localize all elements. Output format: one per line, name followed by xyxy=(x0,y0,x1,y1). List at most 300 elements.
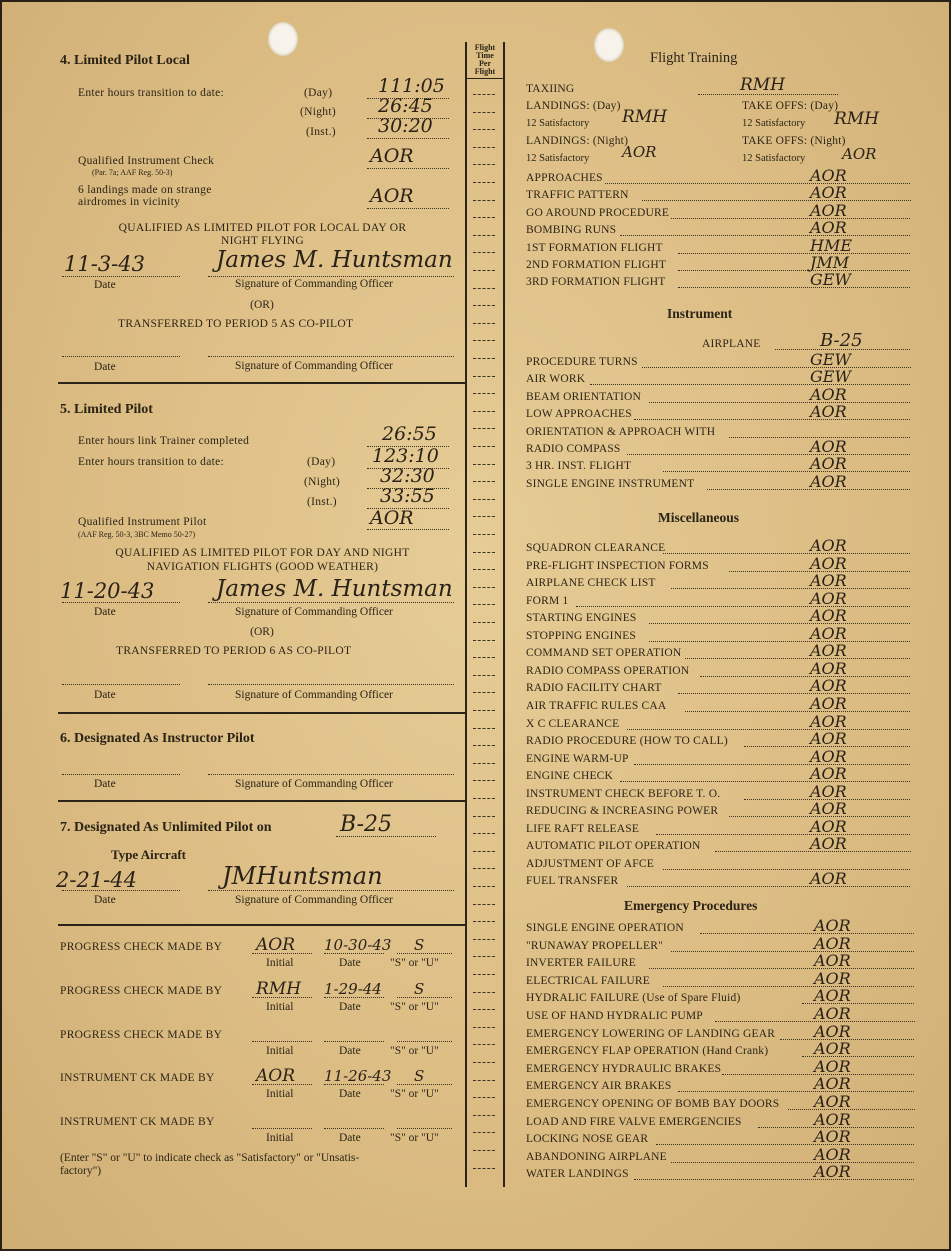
item-label: STOPPING ENGINES xyxy=(526,629,637,642)
s7-aircraft-value: B-25 xyxy=(340,812,393,837)
landings-night-label: LANDINGS: (Night) xyxy=(526,135,629,147)
s7-date-line xyxy=(62,890,180,891)
item-initials: AOR xyxy=(810,711,847,731)
flight-time-cell xyxy=(473,428,495,429)
footnote-2: factory") xyxy=(60,1165,102,1177)
flight-time-cell xyxy=(473,499,495,500)
s5-inst-value: 33:55 xyxy=(380,485,435,507)
flight-time-cell xyxy=(473,340,495,341)
item-label: "RUNAWAY PROPELLER" xyxy=(526,939,663,952)
item-line xyxy=(663,986,914,987)
item-line xyxy=(649,968,914,969)
check-su-line xyxy=(397,1041,452,1042)
item-label: RADIO FACILITY CHART xyxy=(526,682,662,695)
check-date-value: 11-26-43 xyxy=(324,1067,392,1085)
item-label: LOCKING NOSE GEAR xyxy=(526,1133,649,1146)
s5-qualified-1: QUALIFIED AS LIMITED PILOT FOR DAY AND NIGHT xyxy=(115,547,410,559)
s4-sig-line xyxy=(208,276,454,277)
item-label: AUTOMATIC PILOT OPERATION xyxy=(526,840,701,853)
check-col-date: Date xyxy=(339,1045,361,1057)
s5-sig2-line xyxy=(208,684,454,685)
item-initials: GEW xyxy=(810,367,851,387)
item-label: 3RD FORMATION FLIGHT xyxy=(526,276,666,289)
flight-time-cell xyxy=(473,94,495,95)
item-line xyxy=(671,588,910,589)
item-label: AIR TRAFFIC RULES CAA xyxy=(526,699,667,712)
takeoffs-night-label: TAKE OFFS: (Night) xyxy=(742,135,846,147)
item-line xyxy=(685,711,910,712)
flight-time-cell xyxy=(473,728,495,729)
item-label: ABANDONING AIRPLANE xyxy=(526,1150,667,1163)
flight-time-cell xyxy=(473,516,495,517)
check-initial-value: AOR xyxy=(256,935,296,955)
item-line xyxy=(649,641,910,642)
s6-date-line xyxy=(62,774,180,775)
flight-time-cell xyxy=(473,921,495,922)
check-label: INSTRUMENT CK MADE BY xyxy=(60,1072,215,1084)
item-label: USE OF HAND HYDRALIC PUMP xyxy=(526,1010,703,1022)
s5-transferred: TRANSFERRED TO PERIOD 6 AS CO-PILOT xyxy=(116,645,352,657)
check-su-line xyxy=(397,1084,452,1085)
flight-time-cell xyxy=(473,217,495,218)
item-initials: AOR xyxy=(810,471,847,491)
check-col-date: Date xyxy=(339,1088,361,1100)
middle-header-rule xyxy=(467,78,503,79)
item-initials: AOR xyxy=(814,1039,851,1059)
flight-time-cell xyxy=(473,112,495,113)
section-divider-5 xyxy=(58,382,467,384)
item-label: RADIO COMPASS OPERATION xyxy=(526,664,690,677)
item-initials: AOR xyxy=(810,834,847,854)
item-initials: AOR xyxy=(810,676,847,696)
section-7-title: 7. Designated As Unlimited Pilot on xyxy=(60,820,272,835)
item-line xyxy=(663,553,910,554)
flight-time-cell xyxy=(473,288,495,289)
flight-time-cell xyxy=(473,200,495,201)
check-su-line xyxy=(397,1128,452,1129)
flight-time-cell xyxy=(473,956,495,957)
check-col-su: "S" or "U" xyxy=(390,1045,439,1057)
check-su-line xyxy=(397,953,452,954)
check-date-value: 1-29-44 xyxy=(324,980,382,998)
flight-time-cell xyxy=(473,710,495,711)
item-initials: AOR xyxy=(814,986,851,1006)
check-label: PROGRESS CHECK MADE BY xyxy=(60,1029,223,1041)
flight-time-cell xyxy=(473,974,495,975)
check-su-line xyxy=(397,997,452,998)
flight-time-cell xyxy=(473,446,495,447)
s7-date-label: Date xyxy=(94,894,116,906)
item-label: AIR WORK xyxy=(526,373,586,386)
flight-time-cell xyxy=(473,464,495,465)
item-line xyxy=(627,454,910,455)
s4-day-value: 111:05 xyxy=(378,75,445,97)
s4-landings-2: airdromes in vicinity xyxy=(78,196,181,208)
flight-time-cell xyxy=(473,939,495,940)
item-initials: AOR xyxy=(810,218,847,238)
left-column-divider xyxy=(465,42,467,1187)
s7-signature: JMHuntsman xyxy=(222,862,383,890)
s4-qic-label: Qualified Instrument Check xyxy=(78,155,215,167)
s5-night-value: 32:30 xyxy=(380,465,435,487)
item-line xyxy=(642,200,911,201)
flight-time-cell xyxy=(473,1027,495,1028)
item-label: RADIO PROCEDURE (HOW TO CALL) xyxy=(526,735,728,748)
flight-time-cell xyxy=(473,745,495,746)
item-initials: AOR xyxy=(810,693,847,713)
item-line xyxy=(634,419,910,420)
item-initials: AOR xyxy=(814,933,851,953)
item-line xyxy=(678,253,910,254)
item-line xyxy=(663,869,910,870)
item-label: INSTRUMENT CHECK BEFORE T. O. xyxy=(526,787,721,800)
misc-title: Miscellaneous xyxy=(658,510,739,525)
s5-sig2-label: Signature of Commanding Officer xyxy=(235,689,393,701)
item-label: SINGLE ENGINE OPERATION xyxy=(526,922,684,934)
s4-qic-ref: (Par. 7a; AAF Reg. 50-3) xyxy=(92,168,173,177)
flight-time-cell xyxy=(473,816,495,817)
landings-day-value: RMH xyxy=(622,107,668,127)
item-label: SQUADRON CLEARANCE xyxy=(526,542,666,554)
section-4-title: 4. Limited Pilot Local xyxy=(60,53,190,68)
s5-link: Enter hours link Trainer completed xyxy=(78,435,250,447)
flight-time-cell xyxy=(473,1168,495,1169)
airplane-value: B-25 xyxy=(820,330,863,351)
item-line xyxy=(634,1179,914,1180)
s7-date-value: 2-21-44 xyxy=(56,868,137,892)
s5-qip-ref: (AAF Reg. 50-3, 3BC Memo 50-27) xyxy=(78,530,196,539)
footnote-1: (Enter "S" or "U" to indicate check as "Satisfactory" or "Unsatis- xyxy=(60,1152,360,1164)
flight-time-cell xyxy=(473,358,495,359)
s5-sig-label: Signature of Commanding Officer xyxy=(235,606,393,618)
s4-date2-line xyxy=(62,356,180,357)
item-line xyxy=(656,834,910,835)
check-initial-value: AOR xyxy=(256,1066,296,1086)
item-initials: JMM xyxy=(810,253,850,272)
flight-time-cell xyxy=(473,129,495,130)
check-col-initial: Initial xyxy=(266,1001,294,1013)
item-line xyxy=(671,218,910,219)
s4-signature: James M. Huntsman xyxy=(216,247,453,273)
section-6-title: 6. Designated As Instructor Pilot xyxy=(60,731,255,746)
landings-day-sat: 12 Satisfactory xyxy=(526,118,590,129)
check-initial-line xyxy=(252,1041,312,1042)
item-initials: AOR xyxy=(810,606,847,626)
s4-night-label: (Night) xyxy=(300,106,336,118)
item-label: EMERGENCY FLAP OPERATION (Hand Crank) xyxy=(526,1045,769,1058)
item-initials: AOR xyxy=(810,571,847,591)
item-label: APPROACHES xyxy=(526,172,603,184)
section-5-title: 5. Limited Pilot xyxy=(60,402,153,417)
item-initials: AOR xyxy=(810,402,847,422)
item-initials: AOR xyxy=(814,1127,851,1147)
item-label: RADIO COMPASS xyxy=(526,443,621,455)
item-initials: AOR xyxy=(814,1004,851,1023)
flight-time-cell xyxy=(473,1062,495,1063)
check-label: INSTRUMENT CK MADE BY xyxy=(60,1116,215,1128)
check-col-initial: Initial xyxy=(266,1045,294,1057)
s6-date-label: Date xyxy=(94,778,116,790)
item-label: SINGLE ENGINE INSTRUMENT xyxy=(526,477,695,490)
flight-time-cell xyxy=(473,886,495,887)
landings-day-label: LANDINGS: (Day) xyxy=(526,100,621,112)
flight-time-cell xyxy=(473,904,495,905)
item-initials: AOR xyxy=(810,384,847,404)
right-column-divider xyxy=(503,42,505,1187)
s5-date2-line xyxy=(62,684,180,685)
s5-qualified-2: NAVIGATION FLIGHTS (GOOD WEATHER) xyxy=(146,561,379,573)
flight-training-title: Flight Training xyxy=(650,50,738,66)
s5-date-value: 11-20-43 xyxy=(60,579,155,603)
flight-time-cell xyxy=(473,411,495,412)
item-initials: AOR xyxy=(810,869,847,889)
flight-time-cell xyxy=(473,763,495,764)
item-label: INVERTER FAILURE xyxy=(526,957,636,970)
s4-landings-line xyxy=(367,208,449,209)
s5-day-value: 123:10 xyxy=(372,445,439,467)
check-su-value: S xyxy=(414,1067,425,1085)
item-label: ENGINE WARM-UP xyxy=(526,752,629,765)
item-line xyxy=(678,693,910,694)
s4-date-value: 11-3-43 xyxy=(64,252,145,276)
item-label: EMERGENCY LOWERING OF LANDING GEAR xyxy=(526,1027,776,1040)
s5-link-value: 26:55 xyxy=(382,423,437,445)
check-date-line xyxy=(324,1128,384,1129)
flight-time-cell xyxy=(473,393,495,394)
item-line xyxy=(649,623,910,624)
item-label: EMERGENCY OPENING OF BOMB BAY DOORS xyxy=(526,1098,780,1110)
check-su-value: S xyxy=(414,980,425,998)
item-label: HYDRALIC FAILURE (Use of Spare Fluid) xyxy=(526,992,741,1005)
item-line xyxy=(656,1144,914,1145)
item-line xyxy=(627,729,910,730)
document-page xyxy=(2,2,949,1249)
s6-sig-line xyxy=(208,774,454,775)
flight-time-cell xyxy=(473,569,495,570)
item-label: PRE-FLIGHT INSPECTION FORMS xyxy=(526,559,709,572)
flight-time-cell xyxy=(473,798,495,799)
section-divider-checks xyxy=(58,924,467,926)
item-line xyxy=(576,606,910,607)
item-label: BEAM ORIENTATION xyxy=(526,390,642,403)
item-initials: AOR xyxy=(810,183,847,203)
flight-time-cell xyxy=(473,534,495,535)
item-initials: AOR xyxy=(810,641,847,661)
takeoffs-day-value: RMH xyxy=(834,109,880,129)
flight-time-cell xyxy=(473,252,495,253)
s6-sig-label: Signature of Commanding Officer xyxy=(235,778,393,790)
flight-time-cell xyxy=(473,1115,495,1116)
s4-sig-label: Signature of Commanding Officer xyxy=(235,278,393,290)
item-line xyxy=(605,183,910,184)
item-label: 3 HR. INST. FLIGHT xyxy=(526,460,632,473)
item-initials: AOR xyxy=(810,200,847,220)
item-label: 1ST FORMATION FLIGHT xyxy=(526,241,663,254)
flight-time-cell xyxy=(473,657,495,658)
s4-qic-value: AOR xyxy=(370,145,414,167)
item-initials: AOR xyxy=(814,1056,851,1076)
flight-time-cell xyxy=(473,1080,495,1081)
item-initials: AOR xyxy=(814,951,851,971)
item-label: LOAD AND FIRE VALVE EMERGENCIES xyxy=(526,1115,742,1128)
flight-time-cell xyxy=(473,270,495,271)
item-label: ORIENTATION & APPROACH WITH xyxy=(526,425,716,438)
item-line xyxy=(642,367,911,368)
flight-time-cell xyxy=(473,305,495,306)
item-line xyxy=(620,781,910,782)
punch-hole-right xyxy=(594,28,624,62)
flight-time-cell xyxy=(473,692,495,693)
s5-qip-value: AOR xyxy=(370,507,414,529)
flight-time-cell xyxy=(473,675,495,676)
s4-transferred: TRANSFERRED TO PERIOD 5 AS CO-PILOT xyxy=(118,318,354,330)
item-initials: AOR xyxy=(810,729,847,749)
s4-qic-line xyxy=(367,168,449,169)
taxiing-label: TAXIING xyxy=(526,83,575,95)
check-label: PROGRESS CHECK MADE BY xyxy=(60,941,223,953)
s4-day-label: (Day) xyxy=(304,87,333,99)
flight-time-cell xyxy=(473,1009,495,1010)
item-label: LOW APPROACHES xyxy=(526,408,632,421)
item-line xyxy=(700,676,910,677)
item-line xyxy=(590,384,910,385)
item-label: EMERGENCY HYDRAULIC BRAKES xyxy=(526,1062,722,1075)
landings-night-value: AOR xyxy=(622,143,657,161)
item-label: REDUCING & INCREASING POWER xyxy=(526,805,719,818)
item-initials: AOR xyxy=(814,1074,851,1094)
check-initial-value: RMH xyxy=(256,979,302,999)
flight-time-cell xyxy=(473,182,495,183)
item-initials: AOR xyxy=(814,1162,851,1182)
section-divider-6 xyxy=(58,712,467,714)
s5-signature: James M. Huntsman xyxy=(216,576,453,602)
emergency-title: Emergency Procedures xyxy=(624,898,758,913)
check-col-su: "S" or "U" xyxy=(390,1132,439,1144)
punch-hole-left xyxy=(268,22,298,56)
flight-time-cell xyxy=(473,1132,495,1133)
s4-qualified-1: QUALIFIED AS LIMITED PILOT FOR LOCAL DAY OR xyxy=(118,222,407,234)
check-col-su: "S" or "U" xyxy=(390,1088,439,1100)
item-initials: AOR xyxy=(814,1092,851,1111)
item-initials: GEW xyxy=(810,270,851,290)
s4-landings-1: 6 landings made on strange xyxy=(78,184,212,196)
item-initials: AOR xyxy=(814,1021,851,1041)
header-flight: Flight xyxy=(474,43,496,52)
flight-time-cell xyxy=(473,604,495,605)
item-line xyxy=(700,933,914,934)
item-initials: AOR xyxy=(810,799,847,819)
item-label: STARTING ENGINES xyxy=(526,612,637,625)
instrument-title: Instrument xyxy=(667,306,733,321)
s5-qip-line xyxy=(367,529,449,530)
item-initials: AOR xyxy=(810,816,847,836)
flight-time-cell xyxy=(473,1044,495,1045)
flight-time-cell xyxy=(473,481,495,482)
item-line xyxy=(678,270,910,271)
taxiing-value: RMH xyxy=(740,75,786,95)
takeoffs-day-label: TAKE OFFS: (Day) xyxy=(742,100,839,112)
item-line xyxy=(671,951,914,952)
s7-sig-label: Signature of Commanding Officer xyxy=(235,894,393,906)
check-col-initial: Initial xyxy=(266,1088,294,1100)
header-flight2: Flight xyxy=(474,67,496,76)
header-per: Per xyxy=(479,59,491,68)
item-label: FORM 1 xyxy=(526,594,569,607)
item-label: ADJUSTMENT OF AFCE xyxy=(526,857,654,870)
s4-sig2-line xyxy=(208,356,454,357)
check-col-date: Date xyxy=(339,1001,361,1013)
flight-time-cell xyxy=(473,552,495,553)
s4-night-value: 26:45 xyxy=(378,95,433,117)
item-label: GO AROUND PROCEDURE xyxy=(526,206,670,219)
flight-time-cell xyxy=(473,1150,495,1151)
item-initials: AOR xyxy=(810,553,847,573)
check-col-date: Date xyxy=(339,957,361,969)
s7-aircraft-line xyxy=(336,836,436,837)
s4-date-line xyxy=(62,276,180,277)
item-initials: AOR xyxy=(810,536,847,555)
item-initials: AOR xyxy=(814,1144,851,1164)
flight-time-cell xyxy=(473,235,495,236)
s5-sig-line xyxy=(208,602,454,603)
item-line xyxy=(671,1162,914,1163)
s7-type-aircraft: Type Aircraft xyxy=(111,847,186,862)
item-label: WATER LANDINGS xyxy=(526,1168,629,1181)
item-initials: AOR xyxy=(810,623,847,643)
item-initials: HME xyxy=(810,235,853,255)
item-initials: AOR xyxy=(810,166,847,185)
item-initials: AOR xyxy=(810,437,847,456)
takeoffs-night-value: AOR xyxy=(842,145,877,163)
check-col-su: "S" or "U" xyxy=(390,1001,439,1013)
s4-sig2-label: Signature of Commanding Officer xyxy=(235,360,393,372)
s4-or: (OR) xyxy=(250,299,274,311)
s5-or: (OR) xyxy=(250,626,274,638)
s4-inst-label: (Inst.) xyxy=(306,126,336,138)
item-label: EMERGENCY AIR BRAKES xyxy=(526,1080,672,1093)
flight-time-cell xyxy=(473,147,495,148)
check-su-value: S xyxy=(414,936,425,954)
item-initials: AOR xyxy=(810,658,847,678)
item-label: 2ND FORMATION FLIGHT xyxy=(526,259,667,271)
s4-enter-hours: Enter hours transition to date: xyxy=(78,87,224,99)
item-label: TRAFFIC PATTERN xyxy=(526,189,629,202)
item-line xyxy=(634,764,910,765)
landings-night-sat: 12 Satisfactory xyxy=(526,153,590,164)
item-initials: AOR xyxy=(810,588,847,608)
item-label: ENGINE CHECK xyxy=(526,770,614,783)
item-initials: AOR xyxy=(810,764,847,784)
airplane-label: AIRPLANE xyxy=(702,338,761,350)
flight-time-cell xyxy=(473,376,495,377)
check-col-initial: Initial xyxy=(266,1132,294,1144)
item-label: COMMAND SET OPERATION xyxy=(526,647,682,660)
item-label: FUEL TRANSFER xyxy=(526,875,619,888)
flight-time-cell xyxy=(473,323,495,324)
takeoffs-night-sat: 12 Satisfactory xyxy=(742,153,806,164)
s4-inst-line xyxy=(367,138,449,139)
s5-night-label: (Night) xyxy=(304,476,340,488)
flight-time-cell xyxy=(473,587,495,588)
flight-time-cell xyxy=(473,622,495,623)
s5-day-label: (Day) xyxy=(307,456,336,468)
item-initials: GEW xyxy=(810,350,851,369)
item-label: LIFE RAFT RELEASE xyxy=(526,822,640,835)
item-initials: AOR xyxy=(814,968,851,988)
flight-time-cell xyxy=(473,851,495,852)
s5-date-line xyxy=(62,602,180,603)
item-line xyxy=(678,287,910,288)
